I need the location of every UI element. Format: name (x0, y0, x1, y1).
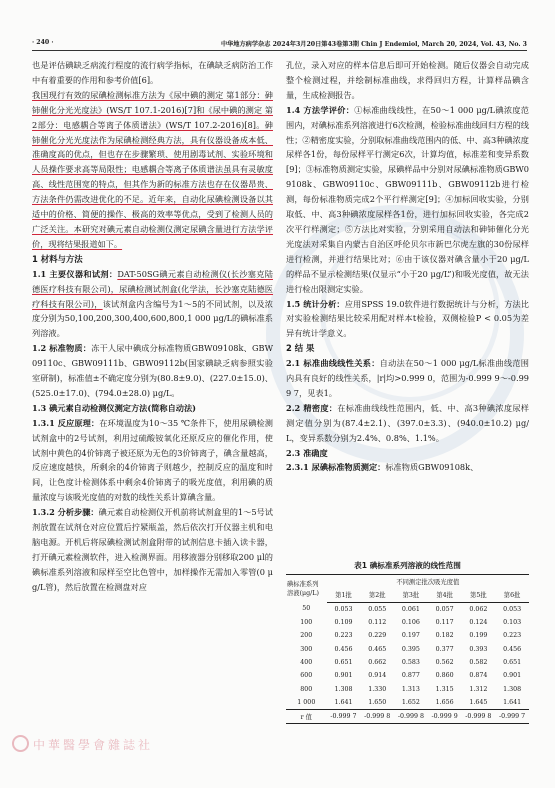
cell-absorbance: 0.053 (334, 605, 353, 613)
paragraph-statistics (286, 297, 529, 342)
table-row (286, 656, 529, 669)
cell-r-value: -0.999 8 (360, 709, 394, 723)
cell-concentration: 50 (302, 605, 311, 613)
highlighted-text: 本研究对碘元素自动检测仪测定尿碘含量进行方法学评价，现将结果报道如下。 (32, 223, 273, 249)
cell-absorbance: 0.197 (401, 632, 420, 640)
cell-absorbance: 0.112 (368, 619, 387, 627)
cell-r-value: -0.999 9 (428, 709, 462, 723)
table-row (286, 602, 529, 616)
cell-absorbance: 1.645 (469, 698, 488, 706)
page-number: · 240 · (32, 39, 54, 46)
cell-concentration: 200 (300, 632, 313, 640)
cell-absorbance: 0.103 (503, 619, 522, 627)
cell-absorbance: 0.124 (469, 619, 488, 627)
table-row (286, 669, 529, 682)
cell-absorbance: 0.182 (435, 632, 454, 640)
cell-absorbance: 0.562 (435, 658, 454, 666)
cell-absorbance: 0.109 (334, 619, 353, 627)
table-row (286, 696, 529, 710)
cell-absorbance: 1.330 (368, 685, 387, 693)
cell-absorbance: 0.053 (503, 605, 522, 613)
paragraph-text: 该试剂盒内含编号为1～5的不同试剂，以及浓度分别为50,100,200,300,400,600,800,1 000 μg/L的碘标准系列溶液。 (32, 298, 273, 339)
cell-absorbance: 0.395 (401, 645, 420, 653)
cell-absorbance: 0.057 (435, 605, 454, 613)
cell-absorbance: 1.650 (368, 698, 387, 706)
table-title: 表1 碘标准系列溶液的线性范围 (354, 561, 461, 570)
paragraph-text: 自动法在50～1 000 μg/L标准曲线范围内具有良好的线性关系，|r|均>0.999 0，范围为-0.999 9～-0.999 7，见表1。 (286, 358, 529, 398)
paragraph-text: 应用SPSS 19.0软件进行数据统计与分析，方法比对实验检测结果比较采用配对样本t检验，双侧检验P < 0.05为差异有统计学意义。 (286, 298, 529, 339)
subsection-heading: 1.3.2 分析步骤： (32, 507, 99, 518)
cell-absorbance: 0.583 (401, 658, 420, 666)
cell-concentration: 300 (300, 645, 313, 653)
subsection-heading: 1.1 主要仪器和试剂： (32, 268, 118, 279)
cell-concentration: 100 (300, 619, 313, 627)
cell-absorbance: 1.656 (435, 698, 454, 706)
publisher-logo (12, 735, 153, 753)
logo-ring-icon (12, 735, 29, 752)
cell-absorbance: 0.106 (401, 619, 420, 627)
cell-absorbance: 0.062 (469, 605, 488, 613)
section-heading: 1 材料与方法 (32, 253, 83, 264)
cell-absorbance: 1.308 (334, 685, 353, 693)
cell-r-value: -0.999 7 (327, 709, 361, 723)
cell-absorbance: 0.229 (368, 632, 387, 640)
highlighted-text: 近年来，自动化尿碘检测设备以其适中的价格、简便的操作、极高的效率等优点，受到了检测人员的广泛关注。 (32, 194, 273, 234)
column-header-batch: 第1批 (327, 588, 361, 602)
cell-absorbance: 1.313 (401, 685, 420, 693)
cell-r-value: -0.999 8 (462, 709, 496, 723)
column-header-batch: 第3批 (394, 588, 428, 602)
paragraph-procedure (32, 505, 273, 594)
cell-concentration: 1 000 (297, 698, 316, 706)
paragraph-text: ①标准曲线线性，在50～1 000 μg/L碘浓度范围内，对碘标准系列溶液进行6次检测，检验标准曲线回归方程的线性；②精密度实验，分别取标准曲线范围内的低、中、高3种碘浓度尿样各1份，每份尿样平行测定6次，计算均值，标准差和变异系数[9]；③标准物质测定实验，尿碘样品中分别对尿碘标准物质GBW09108k、GBW09110c、GBW09111b、GBW09112b进行检测，每份标准物质完成2个平行样测定[9]；④加标回收实验，分别取低、中、高3种碘浓度尿样各1份，进行加标回收实验，各完成2次平行样测定；⑤方法比对实验，分别采用自动法和砷铈催化分光光度法对采集自内蒙古自治区呼伦贝尔市新巴尔虎左旗的30份尿样进行检测，并进行结果比对；⑥由于该仪器对碘含量小于20 μg/L的样品不显示检测结果(仅显示“小于20 μg/L”)和吸光度值，故无法进行检出限测定实验。 (286, 104, 529, 294)
column-header-batch: 第2批 (360, 588, 394, 602)
cell-absorbance: 0.651 (503, 658, 522, 666)
paragraph: 孔位，录入对应的样本信息后即可开始检测。随后仪器会自动完成整个检测过程，并绘制标准曲线，求得回归方程，计算样品碘含量，生成检测报告。 (286, 60, 529, 100)
table-row (286, 682, 529, 695)
paragraph-text: 标准物质GBW09108k、 (385, 462, 479, 473)
paragraph-principle (32, 416, 273, 505)
paragraph-text: 在标准曲线线性范围内，低、中、高3种碘浓度尿样测定值分别为(87.4±2.1)、(397.0±3.3)、(940.0±10.2) μg/L，变异系数分别为2.4%、0.8%、1.1%。 (286, 402, 529, 443)
cell-absorbance: 1.641 (503, 698, 522, 706)
paragraph-text: 在环境温度为10～35 ℃条件下，使用尿碘检测试剂盒中的2号试剂，利用过硫酸铵氧化还原反应的催化作用，使试剂中黄色的4价铈离子被还原为无色的3价铈离子，碘含量越高，反应速度越快，所剩余的4价铈离子则越少，控制反应的温度和时间，让色度计检测体系中剩余4价铈离子的吸光度值，利用碘的质量浓度与该吸光度值的对数的线性关系计算碘含量。 (32, 417, 273, 503)
paragraph-accuracy (286, 460, 529, 475)
cell-absorbance: 0.901 (503, 672, 522, 680)
cell-concentration: 400 (300, 658, 313, 666)
column-group-header: 不同测定批次吸光度值 (327, 575, 529, 589)
subsection-heading: 2.1 标准曲线线性关系： (286, 358, 380, 369)
paragraph-text: 冻干人尿中碘成分标准物质GBW09108k、GBW09110c、GBW09111b、GBW09112b(国家碘缺乏病参照实验室研制)，标准值±不确定度分别为(80.8±9.0)、(227.0±15.0)、(525.0±17.0)、(794.0±28.0) μg/L。 (32, 343, 273, 398)
subsection-heading: 2.3 准确度 (286, 447, 328, 458)
column-header-batch: 第6批 (495, 588, 529, 602)
subsection-heading: 2.3.1 尿碘标准物质测定： (286, 462, 386, 473)
cell-absorbance: 0.061 (401, 605, 420, 613)
right-column (286, 58, 529, 475)
cell-concentration: 600 (300, 672, 313, 680)
cell-absorbance: 0.874 (469, 672, 488, 680)
table-body (286, 602, 529, 724)
cell-absorbance: 0.662 (368, 658, 387, 666)
highlighted-text: DAT-50SG碘元素自动检测仪(长沙塞克陆德医疗科技有限公司)，尿碘检测试剂盒(化学法，长沙塞克陆德医疗科技有限公司)， (32, 268, 273, 309)
paragraph-reference-materials (32, 341, 273, 401)
paragraph-text: 碘元素自动检测仪开机前将试剂盒里的1～5号试剂放置在试剂仓对应位置后拧紧瓶盖，然后依次打开仪器主机和电脑电源。开机后将尿碘检测试剂盒附带的试剂信息卡插入读卡器，打开碘元素检测软件，进入检测界面。用移液器分别移取200 μl的碘标准系列溶液和尿样至空比色管中，加样操作无需加入零管(0 μg/L管)，然后放置在检测盘对应 (32, 507, 273, 592)
table-row-r (286, 709, 529, 723)
cell-absorbance: 0.117 (435, 619, 454, 627)
cell-absorbance: 0.914 (368, 672, 387, 680)
cell-r-value: -0.999 7 (495, 709, 529, 723)
subsection-heading: 1.5 统计分析： (286, 298, 345, 309)
running-header (32, 38, 527, 51)
cell-absorbance: 0.223 (334, 632, 353, 640)
cell-r-label: r 值 (286, 709, 327, 723)
cell-absorbance: 1.312 (469, 685, 488, 693)
cell-r-value: -0.999 8 (394, 709, 428, 723)
cell-absorbance: 0.582 (469, 658, 488, 666)
cell-absorbance: 0.377 (435, 645, 454, 653)
cell-absorbance: 0.860 (435, 672, 454, 680)
table-row (286, 616, 529, 629)
paragraph: 也是评估碘缺乏病流行程度的流行病学指标，在碘缺乏病防治工作中有着重要的作用和参考价值[6]。 (32, 60, 273, 85)
column-header-batch: 第5批 (462, 588, 496, 602)
column-header-concentration (286, 575, 327, 603)
cell-absorbance: 0.223 (503, 632, 522, 640)
left-column (32, 58, 273, 595)
cell-absorbance: 1.652 (401, 698, 420, 706)
subsection-heading: 1.3 碘元素自动检测仪测定方法(简称自动法) (32, 402, 197, 413)
paragraph-linearity (286, 356, 529, 401)
journal-citation: 中华地方病学杂志 2024年3月20日第43卷第3期 Chin J Endemiol, March 20, 2024, Vol. 43, No. 3 (220, 41, 527, 48)
cell-absorbance: 0.393 (469, 645, 488, 653)
paragraph-evaluation (286, 103, 529, 297)
logo-text: 中華醫學會雜誌社 (33, 738, 154, 752)
subsection-heading: 2.2 精密度： (286, 402, 338, 413)
highlighted-text: 我国现行有效的尿碘检测标准方法为《尿中碘的测定 第1部分：砷铈催化分光光度法》(WS/T 107.1-2016)[7]和《尿中碘的测定 第2部分：电感耦合等离子体质谱法》(WS/T 107.2-2016)[8]。砷铈催化分光光度法作为尿碘检测经典方法，具有仪器设备成本低、准确度高的优点，但也存在步骤繁琐、使用剧毒试剂、实验环境和人员操作要求高等局限性；电感耦合等离子体质谱法虽具有灵敏度高、线性范围宽的特点，但其作为新的标准方法也存在仪器昂贵、方法条件仍需改进优化的不足。 (32, 89, 273, 205)
header-line: 溶液(μg/L) (287, 589, 319, 597)
cell-absorbance: 1.308 (503, 685, 522, 693)
section-heading: 2 结 果 (286, 343, 315, 354)
cell-absorbance: 0.465 (368, 645, 387, 653)
table-row (286, 642, 529, 655)
subsection-heading: 1.4 方法学评价： (286, 104, 355, 115)
cell-absorbance: 0.877 (401, 672, 420, 680)
table-row (286, 629, 529, 642)
cell-absorbance: 0.456 (334, 645, 353, 653)
cell-absorbance: 0.055 (368, 605, 387, 613)
subsection-heading: 1.2 标准物质： (32, 343, 92, 354)
absorbance-table (286, 574, 529, 724)
paragraph-instruments (32, 267, 273, 342)
column-header-batch: 第4批 (428, 588, 462, 602)
cell-absorbance: 0.651 (334, 658, 353, 666)
cell-absorbance: 1.315 (435, 685, 454, 693)
cell-absorbance: 0.901 (334, 672, 353, 680)
paragraph-standards (32, 88, 273, 252)
paragraph-precision (286, 401, 529, 446)
header-line: 碘标准系列 (287, 580, 319, 588)
cell-absorbance: 0.199 (469, 632, 488, 640)
cell-absorbance: 1.641 (334, 698, 353, 706)
cell-absorbance: 0.456 (503, 645, 522, 653)
subsection-heading: 1.3.1 反应原理： (32, 417, 100, 428)
cell-concentration: 800 (300, 685, 313, 693)
